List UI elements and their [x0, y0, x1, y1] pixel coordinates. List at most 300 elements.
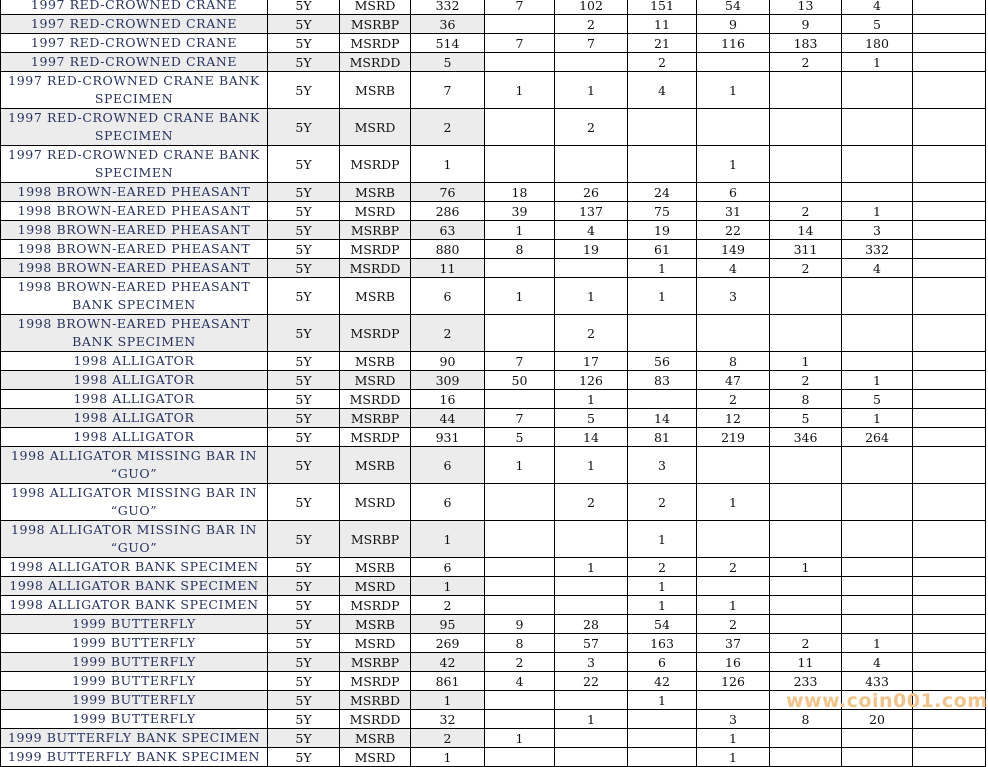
table-row — [1, 447, 986, 484]
grade-count-cell — [555, 521, 628, 558]
grade-count-cell — [697, 447, 770, 484]
grade-count-cell: 8 — [770, 390, 842, 409]
grade-count-cell — [628, 390, 697, 409]
grade-count-cell — [913, 409, 986, 428]
table-row — [1, 672, 986, 691]
issue-name-cell: 1998 ALLIGATOR — [1, 390, 268, 409]
grade-count-cell: 4 — [697, 259, 770, 278]
grade-count-cell: 1 — [628, 691, 697, 710]
denomination-cell: 5Y — [268, 259, 340, 278]
total-cell: 76 — [411, 183, 485, 202]
grade-count-cell — [913, 72, 986, 109]
variety-cell: MSRBP — [340, 521, 411, 558]
grade-count-cell — [913, 484, 986, 521]
grade-count-cell: 2 — [628, 558, 697, 577]
grade-count-cell — [842, 109, 913, 146]
issue-name-cell: 1999 BUTTERFLY — [1, 615, 268, 634]
total-cell: 514 — [411, 34, 485, 53]
table-row — [1, 221, 986, 240]
grade-count-cell — [842, 72, 913, 109]
table-row — [1, 691, 986, 710]
grade-count-cell — [628, 729, 697, 748]
variety-cell: MSRB — [340, 72, 411, 109]
grade-count-cell: 2 — [555, 109, 628, 146]
grade-count-cell: 1 — [555, 710, 628, 729]
issue-name-cell: 1997 RED-CROWNED CRANE — [1, 53, 268, 72]
grade-count-cell: 1 — [485, 72, 555, 109]
table-row — [1, 748, 986, 767]
table-row — [1, 634, 986, 653]
grade-count-cell: 5 — [770, 409, 842, 428]
grade-count-cell: 3 — [555, 653, 628, 672]
grade-count-cell: 14 — [628, 409, 697, 428]
grade-count-cell — [770, 315, 842, 352]
grade-count-cell: 183 — [770, 34, 842, 53]
grade-count-cell: 7 — [485, 409, 555, 428]
issue-name-cell: 1997 RED-CROWNED CRANE — [1, 0, 268, 15]
variety-cell: MSRB — [340, 447, 411, 484]
grade-count-cell: 9 — [770, 15, 842, 34]
variety-cell: MSRDD — [340, 259, 411, 278]
grade-count-cell: 5 — [555, 409, 628, 428]
issue-name-cell: 1998 ALLIGATOR — [1, 428, 268, 447]
table-row — [1, 371, 986, 390]
issue-name-cell: 1998 BROWN-EARED PHEASANT BANK SPECIMEN — [1, 278, 268, 315]
grade-count-cell — [913, 710, 986, 729]
grade-count-cell — [770, 72, 842, 109]
grade-count-cell — [770, 146, 842, 183]
denomination-cell: 5Y — [268, 315, 340, 352]
grade-count-cell — [913, 447, 986, 484]
grade-count-cell: 1 — [555, 278, 628, 315]
grade-count-cell — [697, 109, 770, 146]
total-cell: 6 — [411, 447, 485, 484]
variety-cell: MSRB — [340, 183, 411, 202]
grade-count-cell: 2 — [485, 653, 555, 672]
grade-count-cell — [913, 15, 986, 34]
variety-cell: MSRBP — [340, 409, 411, 428]
total-cell: 1 — [411, 748, 485, 767]
grade-count-cell: 1 — [842, 409, 913, 428]
variety-cell: MSRD — [340, 371, 411, 390]
variety-cell: MSRBP — [340, 15, 411, 34]
grade-count-cell: 56 — [628, 352, 697, 371]
grade-count-cell — [913, 371, 986, 390]
denomination-cell: 5Y — [268, 409, 340, 428]
grade-count-cell: 1 — [628, 577, 697, 596]
grade-count-cell: 1 — [770, 352, 842, 371]
issue-name-cell: 1998 BROWN-EARED PHEASANT BANK SPECIMEN — [1, 315, 268, 352]
grade-count-cell — [485, 577, 555, 596]
grade-count-cell — [555, 596, 628, 615]
issue-name-cell: 1998 ALLIGATOR MISSING BAR IN “GUO” — [1, 484, 268, 521]
grade-count-cell: 1 — [485, 278, 555, 315]
variety-cell: MSRDD — [340, 710, 411, 729]
table-row — [1, 710, 986, 729]
grade-count-cell — [485, 748, 555, 767]
issue-name-cell: 1998 ALLIGATOR MISSING BAR IN “GUO” — [1, 521, 268, 558]
grade-count-cell: 2 — [770, 371, 842, 390]
issue-name-cell: 1999 BUTTERFLY — [1, 691, 268, 710]
grade-count-cell: 116 — [697, 34, 770, 53]
variety-cell: MSRDD — [340, 53, 411, 72]
grade-count-cell — [555, 146, 628, 183]
grade-count-cell: 1 — [697, 748, 770, 767]
grade-count-cell — [770, 596, 842, 615]
grade-count-cell — [913, 672, 986, 691]
variety-cell: MSRDD — [340, 390, 411, 409]
grade-count-cell: 126 — [555, 371, 628, 390]
total-cell: 269 — [411, 634, 485, 653]
total-cell: 286 — [411, 202, 485, 221]
issue-name-cell: 1998 BROWN-EARED PHEASANT — [1, 202, 268, 221]
denomination-cell: 5Y — [268, 34, 340, 53]
table-row — [1, 428, 986, 447]
denomination-cell: 5Y — [268, 577, 340, 596]
grade-count-cell — [485, 15, 555, 34]
variety-cell: MSRB — [340, 729, 411, 748]
denomination-cell: 5Y — [268, 183, 340, 202]
issue-name-cell: 1997 RED-CROWNED CRANE BANK SPECIMEN — [1, 72, 268, 109]
grade-count-cell: 19 — [555, 240, 628, 259]
issue-name-cell: 1998 ALLIGATOR MISSING BAR IN “GUO” — [1, 447, 268, 484]
table-row — [1, 315, 986, 352]
variety-cell: MSRD — [340, 577, 411, 596]
grade-count-cell: 39 — [485, 202, 555, 221]
variety-cell: MSRBP — [340, 221, 411, 240]
grade-count-cell: 2 — [770, 634, 842, 653]
grade-count-cell: 11 — [770, 653, 842, 672]
denomination-cell: 5Y — [268, 484, 340, 521]
grade-count-cell — [913, 521, 986, 558]
total-cell: 332 — [411, 0, 485, 15]
grade-count-cell: 1 — [628, 521, 697, 558]
grade-count-cell — [913, 577, 986, 596]
denomination-cell: 5Y — [268, 390, 340, 409]
denomination-cell: 5Y — [268, 15, 340, 34]
issue-name-cell: 1999 BUTTERFLY BANK SPECIMEN — [1, 729, 268, 748]
grade-count-cell — [842, 521, 913, 558]
grade-count-cell — [913, 53, 986, 72]
denomination-cell: 5Y — [268, 371, 340, 390]
table-row — [1, 653, 986, 672]
grade-count-cell: 3 — [697, 278, 770, 315]
total-cell: 5 — [411, 53, 485, 72]
grade-count-cell: 7 — [485, 0, 555, 15]
issue-name-cell: 1997 RED-CROWNED CRANE BANK SPECIMEN — [1, 146, 268, 183]
grade-count-cell: 3 — [697, 710, 770, 729]
watermark: www.coin001.com — [786, 690, 988, 712]
table-row — [1, 596, 986, 615]
grade-count-cell — [842, 558, 913, 577]
variety-cell: MSRD — [340, 484, 411, 521]
grade-count-cell — [485, 53, 555, 72]
variety-cell: MSRBD — [340, 691, 411, 710]
grade-count-cell — [913, 221, 986, 240]
grade-count-cell: 20 — [842, 710, 913, 729]
grade-count-cell — [770, 278, 842, 315]
grade-count-cell: 151 — [628, 0, 697, 15]
grade-count-cell: 2 — [697, 390, 770, 409]
grade-count-cell: 1 — [628, 278, 697, 315]
total-cell: 36 — [411, 15, 485, 34]
table-row — [1, 390, 986, 409]
grade-count-cell: 2 — [770, 53, 842, 72]
grade-count-cell: 3 — [628, 447, 697, 484]
total-cell: 2 — [411, 596, 485, 615]
table-row — [1, 202, 986, 221]
grade-count-cell — [913, 183, 986, 202]
grade-count-cell — [770, 577, 842, 596]
total-cell: 861 — [411, 672, 485, 691]
total-cell: 931 — [411, 428, 485, 447]
grade-count-cell: 19 — [628, 221, 697, 240]
variety-cell: MSRD — [340, 202, 411, 221]
variety-cell: MSRB — [340, 352, 411, 371]
grade-count-cell: 311 — [770, 240, 842, 259]
grade-count-cell: 50 — [485, 371, 555, 390]
table-row — [1, 34, 986, 53]
grade-count-cell: 8 — [485, 240, 555, 259]
grade-count-cell — [913, 428, 986, 447]
grade-count-cell: 75 — [628, 202, 697, 221]
total-cell: 1 — [411, 577, 485, 596]
grade-count-cell: 1 — [485, 447, 555, 484]
total-cell: 1 — [411, 146, 485, 183]
issue-name-cell: 1998 ALLIGATOR BANK SPECIMEN — [1, 577, 268, 596]
issue-name-cell: 1998 BROWN-EARED PHEASANT — [1, 221, 268, 240]
denomination-cell: 5Y — [268, 221, 340, 240]
grade-count-cell: 54 — [628, 615, 697, 634]
grade-count-cell: 2 — [555, 484, 628, 521]
table-row — [1, 521, 986, 558]
denomination-cell: 5Y — [268, 0, 340, 15]
grade-count-cell — [555, 53, 628, 72]
grade-count-cell: 57 — [555, 634, 628, 653]
grade-count-cell — [913, 390, 986, 409]
grade-count-cell: 26 — [555, 183, 628, 202]
grade-count-cell — [770, 484, 842, 521]
variety-cell: MSRB — [340, 558, 411, 577]
grade-count-cell — [842, 577, 913, 596]
table-row — [1, 109, 986, 146]
grade-count-cell — [842, 146, 913, 183]
grade-count-cell: 1 — [485, 221, 555, 240]
denomination-cell: 5Y — [268, 653, 340, 672]
grade-count-cell: 332 — [842, 240, 913, 259]
total-cell: 6 — [411, 484, 485, 521]
table-row — [1, 577, 986, 596]
variety-cell: MSRBP — [340, 653, 411, 672]
issue-name-cell: 1998 ALLIGATOR — [1, 409, 268, 428]
grade-count-cell: 2 — [697, 558, 770, 577]
table-row — [1, 558, 986, 577]
grade-count-cell — [485, 109, 555, 146]
table-row — [1, 146, 986, 183]
issue-name-cell: 1997 RED-CROWNED CRANE — [1, 34, 268, 53]
denomination-cell: 5Y — [268, 748, 340, 767]
grade-count-cell — [842, 278, 913, 315]
grade-count-cell: 1 — [697, 146, 770, 183]
grade-count-cell — [770, 183, 842, 202]
grade-count-cell: 1 — [842, 634, 913, 653]
grade-count-cell: 2 — [628, 484, 697, 521]
variety-cell: MSRB — [340, 278, 411, 315]
issue-name-cell: 1998 ALLIGATOR BANK SPECIMEN — [1, 558, 268, 577]
grade-count-cell — [485, 315, 555, 352]
total-cell: 2 — [411, 109, 485, 146]
grade-count-cell: 8 — [770, 710, 842, 729]
total-cell: 90 — [411, 352, 485, 371]
denomination-cell: 5Y — [268, 729, 340, 748]
grade-count-cell: 1 — [697, 484, 770, 521]
variety-cell: MSRD — [340, 109, 411, 146]
grade-count-cell: 18 — [485, 183, 555, 202]
grade-count-cell: 9 — [697, 15, 770, 34]
total-cell: 1 — [411, 691, 485, 710]
grade-count-cell — [697, 691, 770, 710]
grade-count-cell — [913, 558, 986, 577]
grade-count-cell — [913, 240, 986, 259]
grade-count-cell: 1 — [485, 729, 555, 748]
total-cell: 1 — [411, 521, 485, 558]
variety-cell: MSRD — [340, 0, 411, 15]
grade-count-cell: 1 — [770, 558, 842, 577]
total-cell: 880 — [411, 240, 485, 259]
table-row — [1, 240, 986, 259]
grade-count-cell: 219 — [697, 428, 770, 447]
denomination-cell: 5Y — [268, 278, 340, 315]
grade-count-cell — [913, 0, 986, 15]
grade-count-cell — [555, 729, 628, 748]
issue-name-cell: 1998 ALLIGATOR BANK SPECIMEN — [1, 596, 268, 615]
grade-count-cell — [913, 352, 986, 371]
grade-count-cell: 61 — [628, 240, 697, 259]
denomination-cell: 5Y — [268, 428, 340, 447]
grade-count-cell — [555, 577, 628, 596]
total-cell: 95 — [411, 615, 485, 634]
grade-count-cell: 1 — [555, 558, 628, 577]
grade-count-cell — [913, 615, 986, 634]
grade-count-cell: 1 — [555, 447, 628, 484]
grade-count-cell — [555, 748, 628, 767]
grade-count-cell: 54 — [697, 0, 770, 15]
grade-count-cell: 8 — [697, 352, 770, 371]
grade-count-cell — [913, 202, 986, 221]
issue-name-cell: 1998 ALLIGATOR — [1, 371, 268, 390]
grade-count-cell — [485, 558, 555, 577]
grade-count-cell: 24 — [628, 183, 697, 202]
issue-name-cell: 1997 RED-CROWNED CRANE BANK SPECIMEN — [1, 109, 268, 146]
grade-count-cell: 13 — [770, 0, 842, 15]
total-cell: 44 — [411, 409, 485, 428]
grade-count-cell: 37 — [697, 634, 770, 653]
total-cell: 42 — [411, 653, 485, 672]
total-cell: 11 — [411, 259, 485, 278]
grade-count-cell: 2 — [555, 315, 628, 352]
grade-count-cell — [842, 315, 913, 352]
grade-count-cell — [913, 691, 986, 710]
total-cell: 7 — [411, 72, 485, 109]
grade-count-cell: 1 — [842, 53, 913, 72]
variety-cell: MSRD — [340, 634, 411, 653]
grade-count-cell: 4 — [485, 672, 555, 691]
issue-name-cell: 1999 BUTTERFLY — [1, 672, 268, 691]
grade-count-cell: 5 — [842, 15, 913, 34]
table-row — [1, 729, 986, 748]
issue-name-cell: 1998 BROWN-EARED PHEASANT — [1, 240, 268, 259]
grade-count-cell: 22 — [697, 221, 770, 240]
grade-count-cell: 4 — [555, 221, 628, 240]
grade-count-cell — [555, 691, 628, 710]
table-row — [1, 278, 986, 315]
grade-count-cell — [485, 691, 555, 710]
total-cell: 2 — [411, 315, 485, 352]
grade-count-cell: 1 — [697, 596, 770, 615]
grade-count-cell — [842, 691, 913, 710]
grade-count-cell: 7 — [485, 34, 555, 53]
issue-name-cell: 1998 ALLIGATOR — [1, 352, 268, 371]
table-row — [1, 183, 986, 202]
grade-count-cell — [628, 315, 697, 352]
grade-count-cell — [770, 729, 842, 748]
denomination-cell: 5Y — [268, 240, 340, 259]
grade-count-cell — [485, 596, 555, 615]
total-cell: 16 — [411, 390, 485, 409]
grade-count-cell: 6 — [697, 183, 770, 202]
grade-count-cell — [628, 146, 697, 183]
grade-count-cell — [697, 577, 770, 596]
table-row — [1, 15, 986, 34]
grade-count-cell: 1 — [628, 259, 697, 278]
grade-count-cell: 149 — [697, 240, 770, 259]
denomination-cell: 5Y — [268, 352, 340, 371]
grade-count-cell — [842, 183, 913, 202]
grade-count-cell: 47 — [697, 371, 770, 390]
grade-count-cell: 180 — [842, 34, 913, 53]
grade-count-cell: 2 — [697, 615, 770, 634]
grade-count-cell: 14 — [770, 221, 842, 240]
grade-count-cell — [628, 710, 697, 729]
table-row — [1, 409, 986, 428]
grade-count-cell: 3 — [842, 221, 913, 240]
grade-count-cell: 1 — [697, 72, 770, 109]
grade-count-cell: 163 — [628, 634, 697, 653]
grade-count-cell — [485, 259, 555, 278]
grade-count-cell: 433 — [842, 672, 913, 691]
variety-cell: MSRD — [340, 748, 411, 767]
grade-count-cell: 21 — [628, 34, 697, 53]
grade-count-cell: 2 — [555, 15, 628, 34]
grade-count-cell — [913, 34, 986, 53]
grade-count-cell — [770, 691, 842, 710]
total-cell: 6 — [411, 558, 485, 577]
grade-count-cell: 2 — [770, 202, 842, 221]
total-cell: 6 — [411, 278, 485, 315]
grade-count-cell — [697, 315, 770, 352]
issue-name-cell: 1998 BROWN-EARED PHEASANT — [1, 183, 268, 202]
total-cell: 2 — [411, 729, 485, 748]
grade-count-cell — [913, 748, 986, 767]
grade-count-cell — [913, 315, 986, 352]
variety-cell: MSRB — [340, 615, 411, 634]
table-row — [1, 259, 986, 278]
variety-cell: MSRDP — [340, 596, 411, 615]
grade-count-cell: 137 — [555, 202, 628, 221]
grade-count-cell: 28 — [555, 615, 628, 634]
grade-count-cell: 4 — [842, 259, 913, 278]
denomination-cell: 5Y — [268, 558, 340, 577]
